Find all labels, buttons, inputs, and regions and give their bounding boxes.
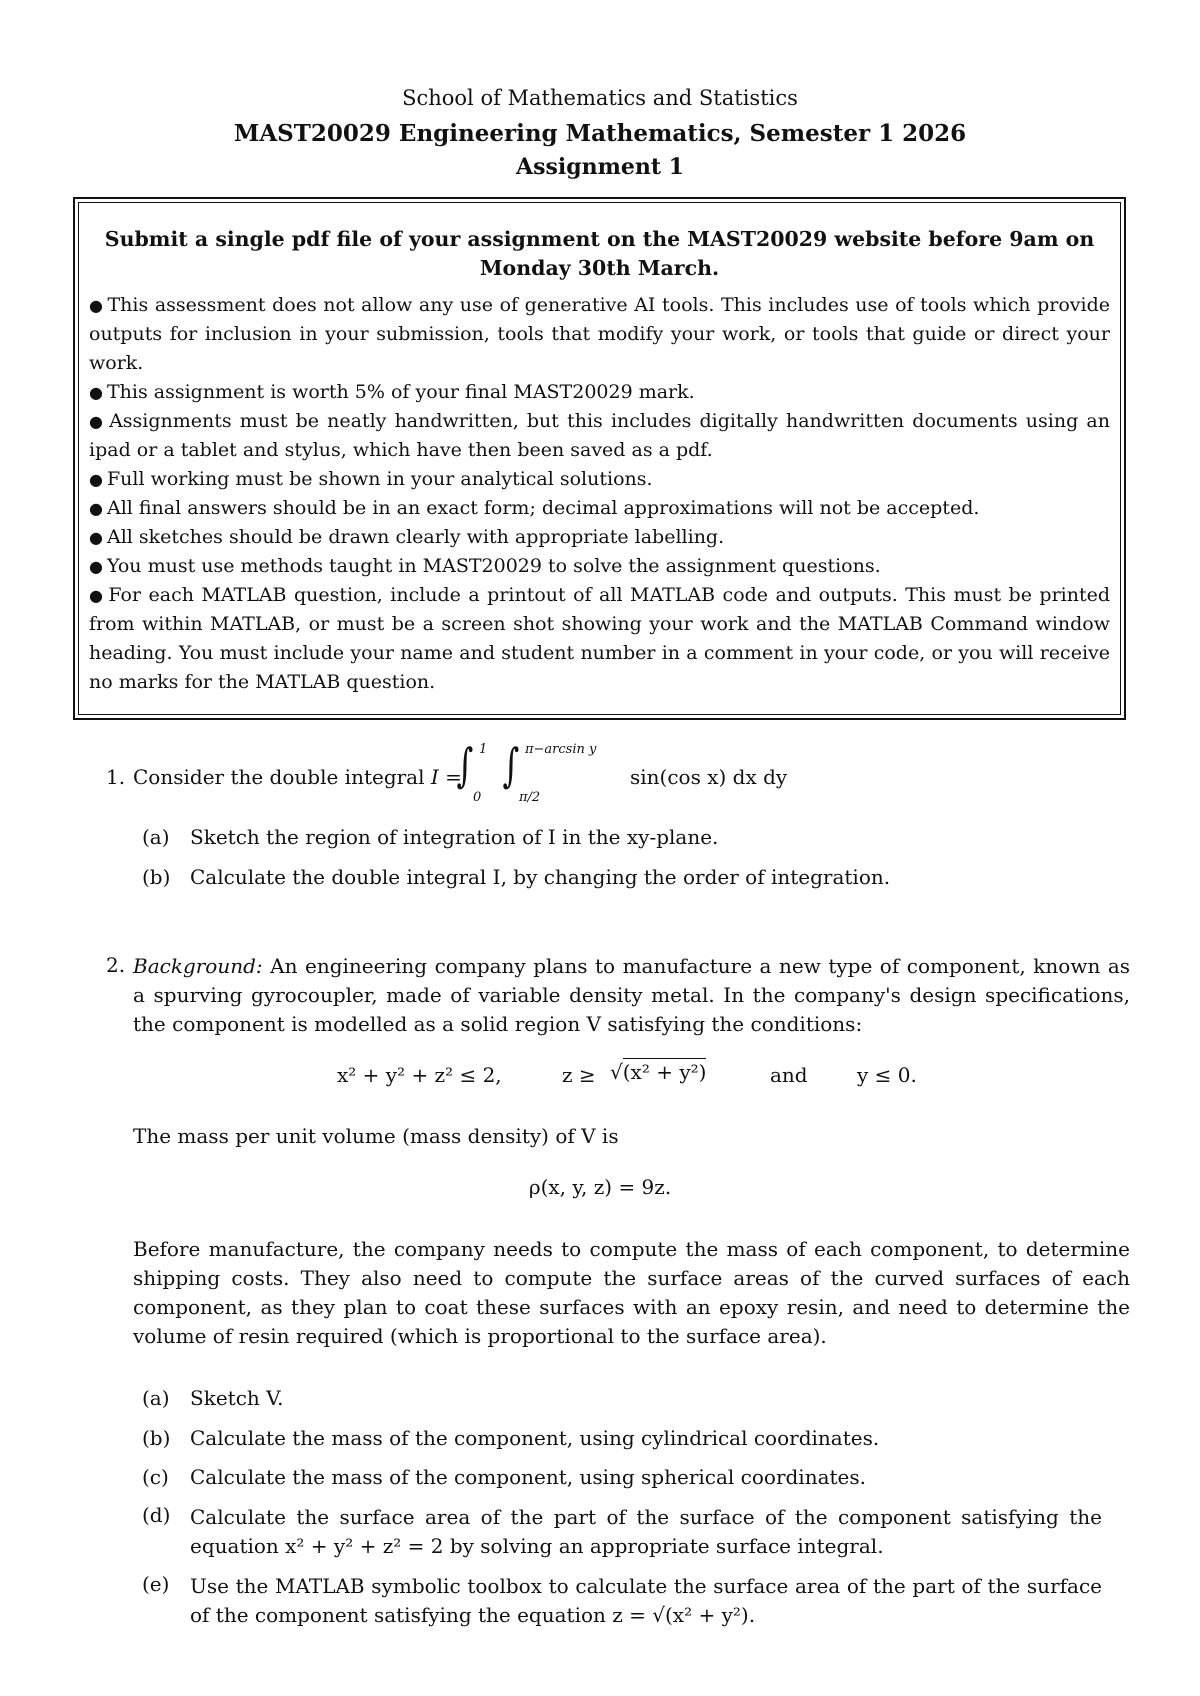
q2-part-e: (e) Use the MATLAB symbolic toolbox to calculate the surface area of the part of the surface of the component satisfying the equation z = √(x² + y²).	[142, 1572, 1102, 1627]
density-intro: The mass per unit volume (mass density) of V is	[133, 1124, 619, 1148]
bullet-icon: ●	[89, 586, 105, 605]
double-integral	[453, 738, 788, 812]
bullet-icon: ●	[89, 383, 103, 402]
bullet-icon: ●	[89, 412, 106, 431]
instruction-item: ● This assessment does not allow any use of generative AI tools. This includes use of tools which provide outputs for inclusion in your submission, tools that modify your work, or tools that guide or direct your work.	[89, 294, 1110, 374]
course-title: MAST20029 Engineering Mathematics, Semester 1 2026	[233, 120, 967, 147]
instruction-item: ● Assignments must be neatly handwritten, but this includes digitally handwritten documents using an ipad or a tablet and stylus, which have then been saved as a pdf.	[89, 410, 1110, 461]
question-2-background: Background: An engineering company plans to manufacture a new type of component, known as a spurving gyrocoupler, made of variable density metal. In the company's design specifications, the component is modelled as a solid region V satisfying the conditions:	[133, 954, 1131, 1036]
instruction-item: ● For each MATLAB question, include a printout of all MATLAB code and outputs. This must be printed from within MATLAB, or must be a screen shot showing your work and the MATLAB Command window heading. You must include your name and student number in a comment in your code, or you will receive no marks for the MATLAB question.	[89, 584, 1111, 693]
outer-upper-limit: 1	[479, 742, 488, 757]
integrand: sin(cos x) dx dy	[630, 765, 788, 789]
instruction-item: ● All sketches should be drawn clearly with appropriate labelling.	[89, 526, 725, 548]
bullet-icon: ●	[89, 528, 103, 547]
instruction-item: ● Full working must be shown in your analytical solutions.	[89, 468, 653, 490]
q2-part-d: (d) Calculate the surface area of the part of the surface of the component satisfying the equation x² + y² + z² = 2 by solving an appropriate surface integral.	[142, 1503, 1102, 1558]
manufacture-paragraph: Before manufacture, the company needs to compute the mass of each component, to determine shipping costs. They also need to compute the surface areas of the curved surfaces of each component, as they plan to coat these surfaces with an epoxy resin, and need to determine the volume of resin required (which is proportional to the surface area).	[133, 1237, 1130, 1348]
q2-part-b: (b) Calculate the mass of the component, using cylindrical coordinates.	[142, 1426, 880, 1450]
q2-part-c: (c) Calculate the mass of the component, using spherical coordinates.	[142, 1465, 866, 1489]
assignment-title: Assignment 1	[516, 154, 684, 180]
inner-integral-sign: ∫	[502, 738, 520, 792]
bullet-icon: ●	[89, 499, 103, 518]
halfspace-condition: y ≤ 0.	[857, 1063, 917, 1087]
question-1-number: 1.	[106, 765, 126, 789]
school-name: School of Mathematics and Statistics	[402, 86, 798, 110]
bullet-icon: ●	[89, 296, 104, 315]
q2-part-a: (a) Sketch V.	[142, 1386, 284, 1410]
q1-part-a: (a) Sketch the region of integration of I in the xy-plane.	[142, 825, 719, 849]
inner-upper-limit: π−arcsin y	[525, 742, 597, 757]
instruction-item: ● You must use methods taught in MAST20029 to solve the assignment questions.	[89, 555, 881, 577]
bullet-icon: ●	[89, 557, 103, 576]
instruction-item: ● All final answers should be in an exact form; decimal approximations will not be accepted.	[89, 497, 980, 519]
bullet-icon: ●	[89, 470, 103, 489]
submission-instruction: Submit a single pdf file of your assignment on the MAST20029 website before 9am on Monday 30th March.	[104, 227, 1095, 280]
sqrt-sign: √(x² + y²)	[610, 1060, 707, 1084]
sphere-condition: x² + y² + z² ≤ 2,	[337, 1063, 502, 1087]
question-1-intro: Consider the double integral I =	[133, 765, 462, 789]
density-equation: ρ(x, y, z) = 9z.	[528, 1175, 672, 1199]
outer-lower-limit: 0	[473, 790, 482, 805]
outer-integral-sign: ∫	[456, 738, 474, 792]
background-label: Background:	[133, 954, 263, 978]
cone-condition: z ≥	[562, 1063, 596, 1087]
q1-part-b: (b) Calculate the double integral I, by changing the order of integration.	[142, 865, 891, 889]
question-2-number: 2.	[106, 953, 126, 977]
instruction-item: ● This assignment is worth 5% of your final MAST20029 mark.	[89, 381, 695, 403]
inner-lower-limit: π/2	[519, 790, 541, 805]
instructions-box	[78, 202, 1121, 715]
and-word: and	[770, 1063, 808, 1087]
